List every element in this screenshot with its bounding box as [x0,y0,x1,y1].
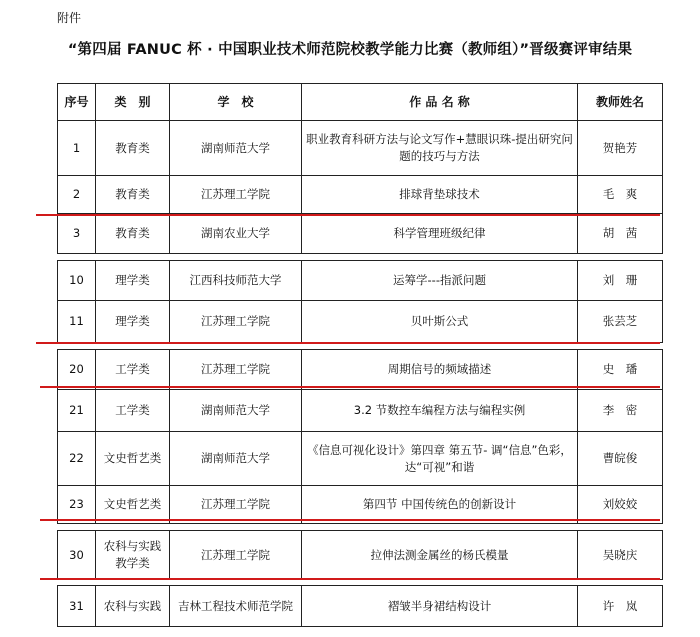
cell-category: 农科与实践 [96,586,170,627]
cell-work: 褶皱半身裙结构设计 [302,586,578,627]
cell-work: 科学管理班级纪律 [302,214,578,254]
cell-no: 20 [58,350,96,390]
cell-teacher: 毛 爽 [578,176,663,214]
cell-category: 教育类 [96,176,170,214]
cutoff-line [40,578,660,580]
cell-no: 21 [58,390,96,432]
table-row [58,261,663,301]
header-work: 作 品 名 称 [302,84,578,121]
cell-category: 工学类 [96,350,170,390]
table-row [58,301,663,343]
cell-teacher: 史 璠 [578,350,663,390]
table-row [58,531,663,580]
cell-work: 排球背垫球技术 [302,176,578,214]
cell-no: 2 [58,176,96,214]
cell-no: 23 [58,486,96,524]
table-row [58,176,663,214]
cell-work: 拉伸法测金属丝的杨氏模量 [302,531,578,580]
table-row [58,432,663,486]
cell-school: 湖南师范大学 [170,390,302,432]
cell-teacher: 贺艳芳 [578,121,663,176]
cell-school: 江苏理工学院 [170,176,302,214]
header-teacher: 教师姓名 [578,84,663,121]
cell-school: 江苏理工学院 [170,301,302,343]
cell-work: 3.2 节数控车编程方法与编程实例 [302,390,578,432]
cutoff-line [40,386,660,388]
cell-category: 农科与实践教学类 [96,531,170,580]
table-row [58,121,663,176]
cell-school: 湖南师范大学 [170,432,302,486]
cell-category: 理学类 [96,301,170,343]
results-table-block-3 [57,349,663,524]
table-row [58,350,663,390]
results-table-block-1 [57,83,663,254]
cell-school: 江西科技师范大学 [170,261,302,301]
cutoff-line [36,214,660,216]
cell-teacher: 张芸芝 [578,301,663,343]
cell-teacher: 刘 珊 [578,261,663,301]
cell-no: 11 [58,301,96,343]
cutoff-line [40,519,660,521]
cell-work: 职业教育科研方法与论文写作+慧眼识珠-提出研究问题的技巧与方法 [302,121,578,176]
cell-teacher: 李 密 [578,390,663,432]
cell-school: 吉林工程技术师范学院 [170,586,302,627]
cell-no: 22 [58,432,96,486]
header-no: 序号 [58,84,96,121]
cell-teacher: 许 岚 [578,586,663,627]
results-table-block-5 [57,585,663,627]
cell-school: 江苏理工学院 [170,350,302,390]
cell-category: 文史哲艺类 [96,486,170,524]
cell-category: 理学类 [96,261,170,301]
cell-school: 江苏理工学院 [170,531,302,580]
cell-no: 30 [58,531,96,580]
cell-no: 3 [58,214,96,254]
results-table-block-4 [57,530,663,580]
results-table-block-2 [57,260,663,343]
page-title: “第四届 FANUC 杯 · 中国职业技术师范院校教学能力比赛（教师组）”晋级赛评审结果 [67,42,633,58]
cell-work: 《信息可视化设计》第四章 第五节- 调“信息”色彩，达“可视”和谐 [302,432,578,486]
cell-no: 1 [58,121,96,176]
cell-category: 教育类 [96,121,170,176]
header-school: 学 校 [170,84,302,121]
cell-school: 湖南农业大学 [170,214,302,254]
cell-category: 文史哲艺类 [96,432,170,486]
cell-work: 周期信号的频域描述 [302,350,578,390]
cell-category: 教育类 [96,214,170,254]
cell-school: 江苏理工学院 [170,486,302,524]
cell-teacher: 曹皖俊 [578,432,663,486]
table-row [58,586,663,627]
cell-work: 贝叶斯公式 [302,301,578,343]
table-header-row [58,84,663,121]
cell-teacher: 刘姣姣 [578,486,663,524]
cell-teacher: 胡 茜 [578,214,663,254]
cell-school: 湖南师范大学 [170,121,302,176]
cell-no: 10 [58,261,96,301]
cell-work: 第四节 中国传统色的创新设计 [302,486,578,524]
header-category: 类 别 [96,84,170,121]
table-row [58,390,663,432]
cell-work: 运筹学---指派问题 [302,261,578,301]
table-row [58,486,663,524]
cell-teacher: 吴晓庆 [578,531,663,580]
attachment-label: 附件 [57,11,82,25]
cell-no: 31 [58,586,96,627]
cell-category: 工学类 [96,390,170,432]
table-row [58,214,663,254]
cutoff-line [36,342,660,344]
